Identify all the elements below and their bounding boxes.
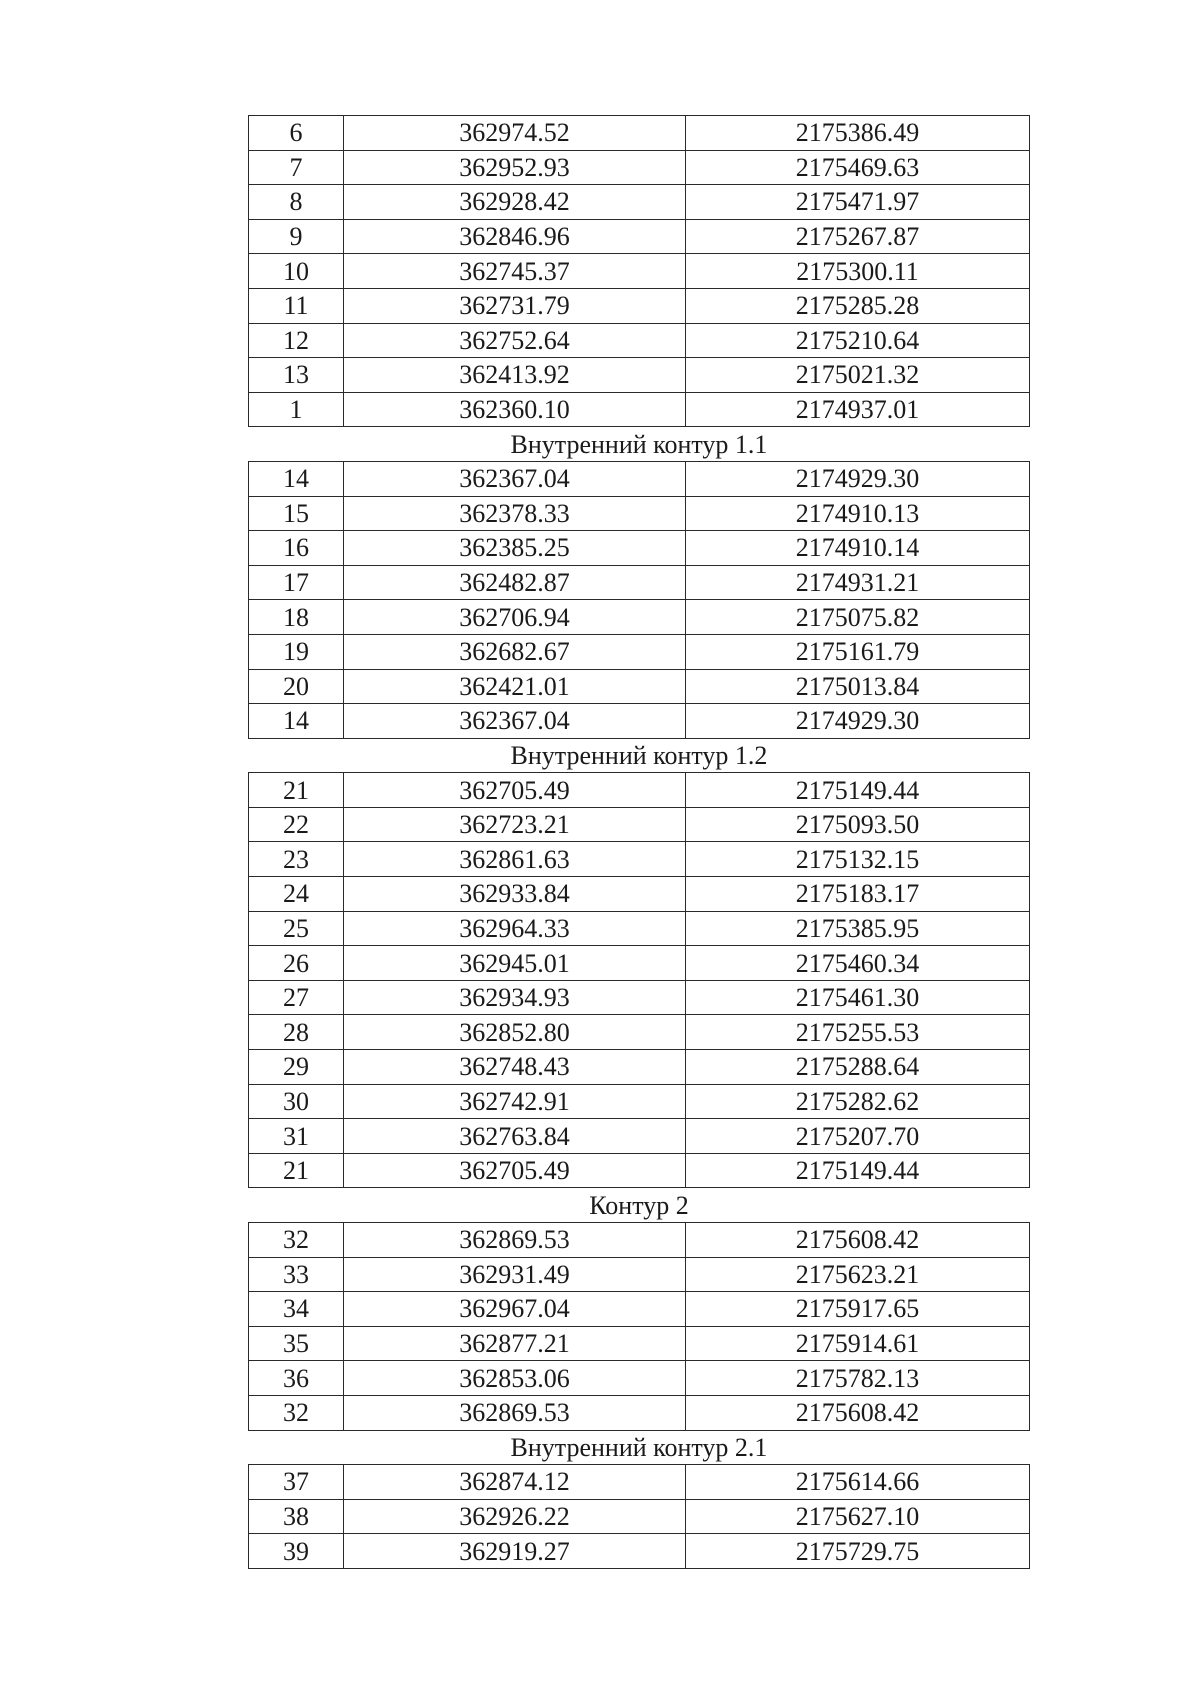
table-row <box>249 496 1030 531</box>
y-coordinate-cell: 2175210.64 <box>686 323 1030 358</box>
point-number-cell: 13 <box>249 358 344 393</box>
x-coordinate-cell: 362934.93 <box>344 980 686 1015</box>
x-coordinate-cell: 362874.12 <box>344 1465 686 1500</box>
section-header-row <box>249 1430 1030 1465</box>
table-row <box>249 911 1030 946</box>
table-row <box>249 807 1030 842</box>
point-number-cell: 32 <box>249 1223 344 1258</box>
table-row <box>249 150 1030 185</box>
y-coordinate-cell: 2174929.30 <box>686 704 1030 739</box>
x-coordinate-cell: 362945.01 <box>344 946 686 981</box>
point-number-cell: 28 <box>249 1015 344 1050</box>
point-number-cell: 37 <box>249 1465 344 1500</box>
table-row <box>249 1292 1030 1327</box>
x-coordinate-cell: 362928.42 <box>344 185 686 220</box>
x-coordinate-cell: 362974.52 <box>344 116 686 151</box>
x-coordinate-cell: 362931.49 <box>344 1257 686 1292</box>
table-row <box>249 185 1030 220</box>
y-coordinate-cell: 2175288.64 <box>686 1050 1030 1085</box>
x-coordinate-cell: 362385.25 <box>344 531 686 566</box>
x-coordinate-cell: 362742.91 <box>344 1084 686 1119</box>
table-row <box>249 565 1030 600</box>
point-number-cell: 33 <box>249 1257 344 1292</box>
y-coordinate-cell: 2175267.87 <box>686 219 1030 254</box>
y-coordinate-cell: 2175623.21 <box>686 1257 1030 1292</box>
y-coordinate-cell: 2174910.14 <box>686 531 1030 566</box>
point-number-cell: 10 <box>249 254 344 289</box>
table-row <box>249 1223 1030 1258</box>
y-coordinate-cell: 2175608.42 <box>686 1223 1030 1258</box>
table-row <box>249 116 1030 151</box>
point-number-cell: 29 <box>249 1050 344 1085</box>
point-number-cell: 26 <box>249 946 344 981</box>
y-coordinate-cell: 2175282.62 <box>686 1084 1030 1119</box>
point-number-cell: 38 <box>249 1499 344 1534</box>
y-coordinate-cell: 2174937.01 <box>686 392 1030 427</box>
x-coordinate-cell: 362413.92 <box>344 358 686 393</box>
x-coordinate-cell: 362852.80 <box>344 1015 686 1050</box>
point-number-cell: 27 <box>249 980 344 1015</box>
x-coordinate-cell: 362682.67 <box>344 634 686 669</box>
point-number-cell: 20 <box>249 669 344 704</box>
y-coordinate-cell: 2175627.10 <box>686 1499 1030 1534</box>
point-number-cell: 24 <box>249 877 344 912</box>
table-row <box>249 1153 1030 1188</box>
y-coordinate-cell: 2175460.34 <box>686 946 1030 981</box>
y-coordinate-cell: 2175021.32 <box>686 358 1030 393</box>
point-number-cell: 12 <box>249 323 344 358</box>
table-row <box>249 1395 1030 1430</box>
table-row <box>249 461 1030 496</box>
y-coordinate-cell: 2174929.30 <box>686 461 1030 496</box>
table-row <box>249 1465 1030 1500</box>
x-coordinate-cell: 362367.04 <box>344 461 686 496</box>
x-coordinate-cell: 362378.33 <box>344 496 686 531</box>
coordinates-table <box>248 115 1030 1569</box>
x-coordinate-cell: 362367.04 <box>344 704 686 739</box>
y-coordinate-cell: 2175013.84 <box>686 669 1030 704</box>
point-number-cell: 39 <box>249 1534 344 1569</box>
point-number-cell: 32 <box>249 1395 344 1430</box>
x-coordinate-cell: 362919.27 <box>344 1534 686 1569</box>
table-row <box>249 1499 1030 1534</box>
section-title: Внутренний контур 1.2 <box>249 738 1030 773</box>
x-coordinate-cell: 362861.63 <box>344 842 686 877</box>
table-row <box>249 1084 1030 1119</box>
x-coordinate-cell: 362853.06 <box>344 1361 686 1396</box>
point-number-cell: 25 <box>249 911 344 946</box>
y-coordinate-cell: 2174910.13 <box>686 496 1030 531</box>
y-coordinate-cell: 2175729.75 <box>686 1534 1030 1569</box>
coordinates-table-container <box>248 115 1028 1569</box>
point-number-cell: 18 <box>249 600 344 635</box>
y-coordinate-cell: 2175255.53 <box>686 1015 1030 1050</box>
y-coordinate-cell: 2175914.61 <box>686 1326 1030 1361</box>
point-number-cell: 1 <box>249 392 344 427</box>
point-number-cell: 17 <box>249 565 344 600</box>
table-row <box>249 358 1030 393</box>
x-coordinate-cell: 362706.94 <box>344 600 686 635</box>
point-number-cell: 11 <box>249 288 344 323</box>
y-coordinate-cell: 2175132.15 <box>686 842 1030 877</box>
y-coordinate-cell: 2175300.11 <box>686 254 1030 289</box>
table-row <box>249 1361 1030 1396</box>
section-header-row <box>249 427 1030 462</box>
point-number-cell: 14 <box>249 461 344 496</box>
x-coordinate-cell: 362877.21 <box>344 1326 686 1361</box>
y-coordinate-cell: 2175093.50 <box>686 807 1030 842</box>
table-row <box>249 634 1030 669</box>
y-coordinate-cell: 2175161.79 <box>686 634 1030 669</box>
x-coordinate-cell: 362846.96 <box>344 219 686 254</box>
y-coordinate-cell: 2175149.44 <box>686 773 1030 808</box>
table-row <box>249 1119 1030 1154</box>
table-row <box>249 288 1030 323</box>
point-number-cell: 36 <box>249 1361 344 1396</box>
table-row <box>249 219 1030 254</box>
table-row <box>249 392 1030 427</box>
point-number-cell: 30 <box>249 1084 344 1119</box>
x-coordinate-cell: 362731.79 <box>344 288 686 323</box>
y-coordinate-cell: 2175917.65 <box>686 1292 1030 1327</box>
point-number-cell: 16 <box>249 531 344 566</box>
x-coordinate-cell: 362763.84 <box>344 1119 686 1154</box>
x-coordinate-cell: 362705.49 <box>344 1153 686 1188</box>
point-number-cell: 19 <box>249 634 344 669</box>
y-coordinate-cell: 2175614.66 <box>686 1465 1030 1500</box>
table-row <box>249 600 1030 635</box>
table-row <box>249 1326 1030 1361</box>
x-coordinate-cell: 362748.43 <box>344 1050 686 1085</box>
point-number-cell: 6 <box>249 116 344 151</box>
table-row <box>249 877 1030 912</box>
x-coordinate-cell: 362421.01 <box>344 669 686 704</box>
y-coordinate-cell: 2175461.30 <box>686 980 1030 1015</box>
table-row <box>249 531 1030 566</box>
point-number-cell: 35 <box>249 1326 344 1361</box>
y-coordinate-cell: 2175608.42 <box>686 1395 1030 1430</box>
table-row <box>249 1534 1030 1569</box>
x-coordinate-cell: 362964.33 <box>344 911 686 946</box>
x-coordinate-cell: 362723.21 <box>344 807 686 842</box>
point-number-cell: 21 <box>249 773 344 808</box>
table-row <box>249 704 1030 739</box>
section-header-row <box>249 1188 1030 1223</box>
x-coordinate-cell: 362869.53 <box>344 1223 686 1258</box>
y-coordinate-cell: 2175471.97 <box>686 185 1030 220</box>
x-coordinate-cell: 362360.10 <box>344 392 686 427</box>
x-coordinate-cell: 362705.49 <box>344 773 686 808</box>
point-number-cell: 7 <box>249 150 344 185</box>
table-row <box>249 1257 1030 1292</box>
x-coordinate-cell: 362926.22 <box>344 1499 686 1534</box>
y-coordinate-cell: 2175386.49 <box>686 116 1030 151</box>
y-coordinate-cell: 2175782.13 <box>686 1361 1030 1396</box>
section-header-row <box>249 738 1030 773</box>
point-number-cell: 14 <box>249 704 344 739</box>
table-row <box>249 254 1030 289</box>
y-coordinate-cell: 2175075.82 <box>686 600 1030 635</box>
point-number-cell: 34 <box>249 1292 344 1327</box>
y-coordinate-cell: 2174931.21 <box>686 565 1030 600</box>
point-number-cell: 8 <box>249 185 344 220</box>
y-coordinate-cell: 2175285.28 <box>686 288 1030 323</box>
x-coordinate-cell: 362752.64 <box>344 323 686 358</box>
point-number-cell: 31 <box>249 1119 344 1154</box>
y-coordinate-cell: 2175207.70 <box>686 1119 1030 1154</box>
y-coordinate-cell: 2175385.95 <box>686 911 1030 946</box>
table-row <box>249 1015 1030 1050</box>
table-row <box>249 946 1030 981</box>
table-row <box>249 773 1030 808</box>
y-coordinate-cell: 2175149.44 <box>686 1153 1030 1188</box>
coordinates-table-body <box>249 116 1030 1569</box>
table-row <box>249 669 1030 704</box>
table-row <box>249 1050 1030 1085</box>
point-number-cell: 22 <box>249 807 344 842</box>
point-number-cell: 23 <box>249 842 344 877</box>
table-row <box>249 842 1030 877</box>
y-coordinate-cell: 2175469.63 <box>686 150 1030 185</box>
section-title: Внутренний контур 1.1 <box>249 427 1030 462</box>
x-coordinate-cell: 362482.87 <box>344 565 686 600</box>
section-title: Внутренний контур 2.1 <box>249 1430 1030 1465</box>
table-row <box>249 980 1030 1015</box>
table-row <box>249 323 1030 358</box>
point-number-cell: 15 <box>249 496 344 531</box>
x-coordinate-cell: 362933.84 <box>344 877 686 912</box>
point-number-cell: 9 <box>249 219 344 254</box>
x-coordinate-cell: 362745.37 <box>344 254 686 289</box>
y-coordinate-cell: 2175183.17 <box>686 877 1030 912</box>
x-coordinate-cell: 362967.04 <box>344 1292 686 1327</box>
section-title: Контур 2 <box>249 1188 1030 1223</box>
x-coordinate-cell: 362952.93 <box>344 150 686 185</box>
point-number-cell: 21 <box>249 1153 344 1188</box>
x-coordinate-cell: 362869.53 <box>344 1395 686 1430</box>
